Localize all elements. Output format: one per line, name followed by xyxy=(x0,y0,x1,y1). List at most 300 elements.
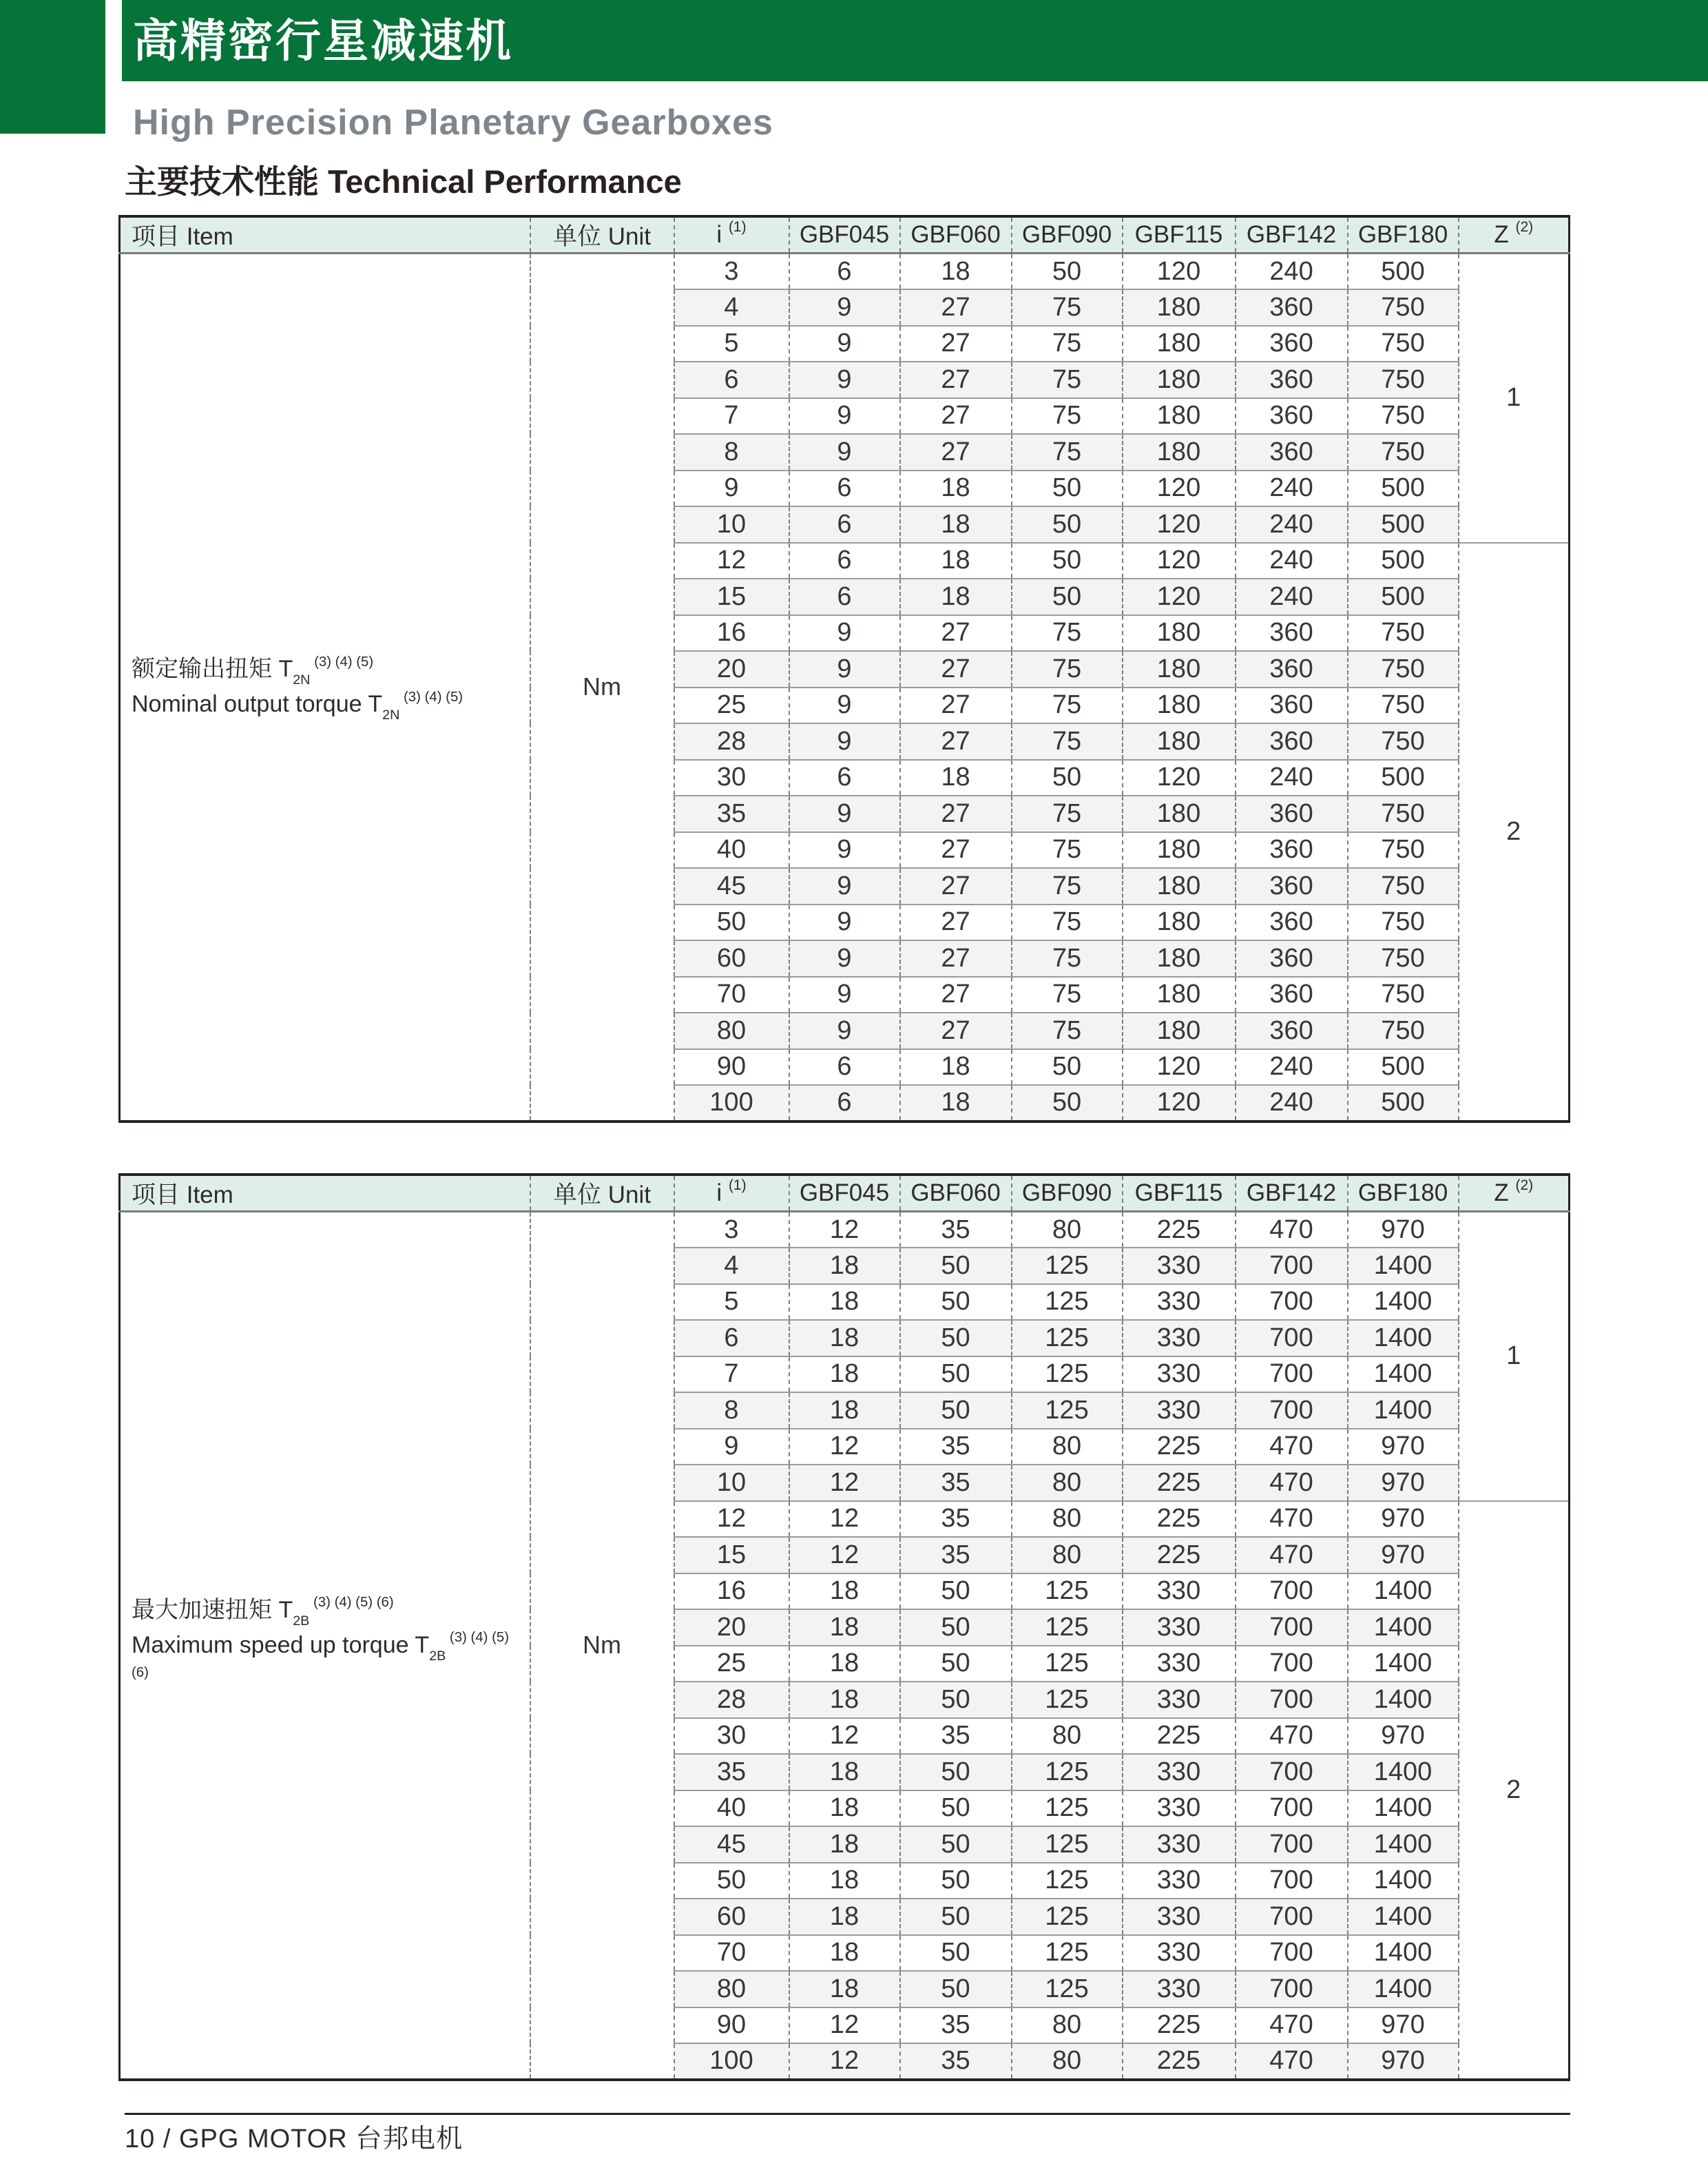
header-z: Z $^{(2)}$ xyxy=(1459,1175,1570,1212)
value-cell-gbf090: 80 xyxy=(1012,2043,1123,2080)
value-cell-gbf060: 27 xyxy=(900,977,1012,1013)
value-cell-gbf115: 330 xyxy=(1123,1320,1236,1356)
value-cell-gbf142: 360 xyxy=(1236,832,1348,869)
value-cell-gbf115: 180 xyxy=(1123,651,1236,688)
header-superscript: (2) xyxy=(1515,219,1534,236)
value-cell-gbf090: 125 xyxy=(1012,1609,1123,1646)
value-cell-gbf115: 330 xyxy=(1123,1935,1236,1972)
value-cell-gbf180: 970 xyxy=(1348,1537,1459,1573)
value-cell-gbf115: 120 xyxy=(1123,471,1236,507)
value-cell-gbf180: 1400 xyxy=(1348,1790,1459,1827)
subscript: 2B xyxy=(293,1613,310,1629)
value-cell-gbf180: 1400 xyxy=(1348,1682,1459,1718)
header-model-gbf045: GBF045 xyxy=(789,1175,900,1212)
page-title: 高精密行星减速机 xyxy=(133,15,513,66)
value-cell-gbf180: 1400 xyxy=(1348,1248,1459,1284)
value-cell-gbf090: 125 xyxy=(1012,1863,1123,1899)
corner-green-stripe xyxy=(0,0,105,134)
value-cell-gbf142: 700 xyxy=(1236,1573,1348,1610)
value-cell-gbf142: 470 xyxy=(1236,2043,1348,2080)
header-model-gbf115: GBF115 xyxy=(1123,216,1236,254)
value-cell-gbf142: 240 xyxy=(1236,579,1348,615)
value-cell-gbf090: 125 xyxy=(1012,1646,1123,1682)
value-cell-gbf115: 120 xyxy=(1123,579,1236,615)
value-cell-gbf180: 1400 xyxy=(1348,1899,1459,1935)
value-cell-gbf115: 225 xyxy=(1123,1429,1236,1465)
value-cell-gbf115: 180 xyxy=(1123,398,1236,435)
value-cell-gbf060: 50 xyxy=(900,1284,1012,1321)
value-cell-gbf045: 18 xyxy=(789,1573,900,1610)
value-cell-gbf115: 225 xyxy=(1123,1465,1236,1501)
ratio-cell: 16 xyxy=(674,1573,789,1610)
ratio-cell: 30 xyxy=(674,1718,789,1755)
value-cell-gbf045: 12 xyxy=(789,1212,900,1248)
header-z: Z $^{(2)}$ xyxy=(1459,216,1570,254)
value-cell-gbf045: 6 xyxy=(789,1085,900,1122)
value-cell-gbf115: 180 xyxy=(1123,362,1236,398)
value-cell-gbf142: 700 xyxy=(1236,1935,1348,1972)
value-cell-gbf142: 360 xyxy=(1236,688,1348,724)
ratio-cell: 90 xyxy=(674,2007,789,2044)
value-cell-gbf090: 50 xyxy=(1012,1049,1123,1086)
ratio-cell: 15 xyxy=(674,579,789,615)
value-cell-gbf180: 750 xyxy=(1348,688,1459,724)
header-model-gbf060: GBF060 xyxy=(900,216,1012,254)
value-cell-gbf115: 330 xyxy=(1123,1899,1236,1935)
value-cell-gbf060: 50 xyxy=(900,1863,1012,1899)
value-cell-gbf115: 180 xyxy=(1123,940,1236,977)
value-cell-gbf045: 18 xyxy=(789,1356,900,1393)
ratio-cell: 8 xyxy=(674,434,789,471)
unit-cell: Nm xyxy=(530,1212,674,2080)
value-cell-gbf060: 18 xyxy=(900,543,1012,579)
value-cell-gbf090: 125 xyxy=(1012,1790,1123,1827)
header-model-gbf090: GBF090 xyxy=(1012,1175,1123,1212)
value-cell-gbf045: 18 xyxy=(789,1284,900,1321)
value-cell-gbf060: 35 xyxy=(900,1537,1012,1573)
ratio-cell: 50 xyxy=(674,905,789,941)
value-cell-gbf180: 750 xyxy=(1348,723,1459,760)
value-cell-gbf045: 9 xyxy=(789,723,900,760)
value-cell-gbf090: 75 xyxy=(1012,1013,1123,1049)
value-cell-gbf045: 12 xyxy=(789,1465,900,1501)
value-cell-gbf060: 27 xyxy=(900,434,1012,471)
value-cell-gbf045: 6 xyxy=(789,579,900,615)
ratio-cell: 20 xyxy=(674,1609,789,1646)
value-cell-gbf180: 1400 xyxy=(1348,1754,1459,1790)
value-cell-gbf142: 470 xyxy=(1236,1212,1348,1248)
value-cell-gbf142: 700 xyxy=(1236,1754,1348,1790)
value-cell-gbf045: 18 xyxy=(789,1320,900,1356)
row-label-en: Nominal output torque $T_{2N}$ $^{(3) (4) (5)}$ xyxy=(132,689,464,723)
value-cell-gbf060: 50 xyxy=(900,1392,1012,1429)
table-header xyxy=(120,1175,1570,1212)
value-cell-gbf045: 9 xyxy=(789,362,900,398)
value-cell-gbf060: 27 xyxy=(900,615,1012,652)
value-cell-gbf142: 240 xyxy=(1236,543,1348,579)
value-cell-gbf115: 180 xyxy=(1123,1013,1236,1049)
value-cell-gbf180: 1400 xyxy=(1348,1320,1459,1356)
value-cell-gbf142: 240 xyxy=(1236,471,1348,507)
ratio-cell: 40 xyxy=(674,1790,789,1827)
value-cell-gbf115: 180 xyxy=(1123,688,1236,724)
value-cell-gbf142: 360 xyxy=(1236,651,1348,688)
value-cell-gbf180: 500 xyxy=(1348,1085,1459,1122)
value-cell-gbf045: 9 xyxy=(789,905,900,941)
value-cell-gbf180: 500 xyxy=(1348,506,1459,543)
header-model-gbf045: GBF045 xyxy=(789,216,900,254)
value-cell-gbf142: 470 xyxy=(1236,1501,1348,1538)
ratio-cell: 50 xyxy=(674,1863,789,1899)
value-cell-gbf180: 750 xyxy=(1348,940,1459,977)
page-subtitle: High Precision Planetary Gearboxes xyxy=(133,103,773,143)
value-cell-gbf090: 75 xyxy=(1012,688,1123,724)
value-cell-gbf180: 750 xyxy=(1348,615,1459,652)
value-cell-gbf090: 75 xyxy=(1012,651,1123,688)
table-row xyxy=(120,1212,1570,1248)
ratio-cell: 25 xyxy=(674,1646,789,1682)
value-cell-gbf115: 330 xyxy=(1123,1392,1236,1429)
footer-page-label: 10 / GPG MOTOR 台邦电机 xyxy=(125,2125,464,2153)
value-cell-gbf142: 700 xyxy=(1236,1320,1348,1356)
value-cell-gbf142: 700 xyxy=(1236,1863,1348,1899)
value-cell-gbf090: 125 xyxy=(1012,1248,1123,1284)
value-cell-gbf180: 970 xyxy=(1348,1212,1459,1248)
value-cell-gbf090: 50 xyxy=(1012,254,1123,290)
ratio-cell: 6 xyxy=(674,362,789,398)
value-cell-gbf180: 1400 xyxy=(1348,1284,1459,1321)
value-cell-gbf115: 180 xyxy=(1123,615,1236,652)
value-cell-gbf142: 240 xyxy=(1236,506,1348,543)
header-model-gbf180: GBF180 xyxy=(1348,216,1459,254)
ratio-cell: 6 xyxy=(674,1320,789,1356)
value-cell-gbf115: 330 xyxy=(1123,1284,1236,1321)
value-cell-gbf090: 125 xyxy=(1012,1826,1123,1863)
value-cell-gbf142: 700 xyxy=(1236,1790,1348,1827)
superscript: (3) (4) (5) (6) xyxy=(132,1630,510,1681)
value-cell-gbf045: 12 xyxy=(789,1718,900,1755)
value-cell-gbf180: 1400 xyxy=(1348,1863,1459,1899)
ratio-cell: 12 xyxy=(674,1501,789,1538)
value-cell-gbf180: 750 xyxy=(1348,434,1459,471)
value-cell-gbf115: 330 xyxy=(1123,1356,1236,1393)
value-cell-gbf090: 75 xyxy=(1012,434,1123,471)
value-cell-gbf060: 50 xyxy=(900,1682,1012,1718)
value-cell-gbf060: 50 xyxy=(900,1646,1012,1682)
value-cell-gbf115: 180 xyxy=(1123,326,1236,362)
value-cell-gbf180: 970 xyxy=(1348,1465,1459,1501)
value-cell-gbf180: 970 xyxy=(1348,2007,1459,2044)
value-cell-gbf045: 9 xyxy=(789,832,900,869)
value-cell-gbf142: 240 xyxy=(1236,1049,1348,1086)
nominal-output-torque-table xyxy=(118,215,1570,1123)
value-cell-gbf045: 9 xyxy=(789,434,900,471)
header-row xyxy=(120,216,1570,254)
value-cell-gbf180: 750 xyxy=(1348,1013,1459,1049)
header-ratio: i $^{(1)}$ xyxy=(674,216,789,254)
value-cell-gbf142: 360 xyxy=(1236,723,1348,760)
value-cell-gbf045: 6 xyxy=(789,254,900,290)
value-cell-gbf142: 360 xyxy=(1236,615,1348,652)
value-cell-gbf180: 1400 xyxy=(1348,1971,1459,2007)
value-cell-gbf142: 360 xyxy=(1236,868,1348,905)
value-cell-gbf142: 470 xyxy=(1236,1537,1348,1573)
value-cell-gbf090: 125 xyxy=(1012,1320,1123,1356)
value-cell-gbf045: 12 xyxy=(789,1501,900,1538)
ratio-cell: 35 xyxy=(674,796,789,832)
ratio-cell: 3 xyxy=(674,1212,789,1248)
superscript: (3) (4) (5) (6) xyxy=(309,1595,394,1611)
value-cell-gbf060: 27 xyxy=(900,1013,1012,1049)
ratio-cell: 70 xyxy=(674,977,789,1013)
value-cell-gbf115: 180 xyxy=(1123,796,1236,832)
header-unit: 单位 Unit xyxy=(530,1175,674,1212)
value-cell-gbf045: 9 xyxy=(789,796,900,832)
value-cell-gbf115: 330 xyxy=(1123,1573,1236,1610)
ratio-cell: 5 xyxy=(674,326,789,362)
value-cell-gbf180: 1400 xyxy=(1348,1935,1459,1972)
value-cell-gbf045: 18 xyxy=(789,1646,900,1682)
ratio-cell: 16 xyxy=(674,615,789,652)
value-cell-gbf090: 75 xyxy=(1012,940,1123,977)
ratio-cell: 80 xyxy=(674,1013,789,1049)
table-row xyxy=(120,254,1570,290)
value-cell-gbf180: 500 xyxy=(1348,1049,1459,1086)
value-cell-gbf045: 9 xyxy=(789,651,900,688)
ratio-cell: 4 xyxy=(674,1248,789,1284)
header-superscript: (1) xyxy=(728,1177,747,1194)
value-cell-gbf180: 1400 xyxy=(1348,1826,1459,1863)
value-cell-gbf060: 50 xyxy=(900,1609,1012,1646)
ratio-cell: 9 xyxy=(674,471,789,507)
value-cell-gbf045: 18 xyxy=(789,1682,900,1718)
ratio-cell: 7 xyxy=(674,398,789,435)
value-cell-gbf060: 27 xyxy=(900,868,1012,905)
value-cell-gbf115: 330 xyxy=(1123,1248,1236,1284)
value-cell-gbf090: 75 xyxy=(1012,905,1123,941)
ratio-cell: 40 xyxy=(674,832,789,869)
value-cell-gbf090: 50 xyxy=(1012,1085,1123,1122)
value-cell-gbf142: 240 xyxy=(1236,254,1348,290)
value-cell-gbf045: 9 xyxy=(789,1013,900,1049)
value-cell-gbf090: 80 xyxy=(1012,1537,1123,1573)
value-cell-gbf090: 75 xyxy=(1012,398,1123,435)
ratio-cell: 70 xyxy=(674,1935,789,1972)
row-label-en: Maximum speed up torque $T_{2B}$ $^{(3) (4) (5) (6)}$ xyxy=(132,1630,510,1681)
value-cell-gbf090: 80 xyxy=(1012,1501,1123,1538)
row-label-zh: 额定输出扭矩 $T_{2N}$ $^{(3) (4) (5)}$ xyxy=(132,654,374,688)
value-cell-gbf060: 27 xyxy=(900,651,1012,688)
value-cell-gbf090: 80 xyxy=(1012,1718,1123,1755)
value-cell-gbf142: 700 xyxy=(1236,1392,1348,1429)
value-cell-gbf115: 330 xyxy=(1123,1646,1236,1682)
value-cell-gbf090: 125 xyxy=(1012,1682,1123,1718)
value-cell-gbf180: 1400 xyxy=(1348,1573,1459,1610)
ratio-cell: 100 xyxy=(674,2043,789,2080)
value-cell-gbf180: 970 xyxy=(1348,1429,1459,1465)
ratio-cell: 60 xyxy=(674,1899,789,1935)
value-cell-gbf045: 6 xyxy=(789,471,900,507)
value-cell-gbf045: 12 xyxy=(789,2007,900,2044)
value-cell-gbf090: 75 xyxy=(1012,362,1123,398)
value-cell-gbf180: 1400 xyxy=(1348,1356,1459,1393)
value-cell-gbf115: 120 xyxy=(1123,254,1236,290)
value-cell-gbf060: 18 xyxy=(900,1049,1012,1086)
value-cell-gbf045: 18 xyxy=(789,1935,900,1972)
value-cell-gbf180: 750 xyxy=(1348,868,1459,905)
ratio-cell: 28 xyxy=(674,723,789,760)
value-cell-gbf115: 120 xyxy=(1123,1049,1236,1086)
z-group-cell: 2 xyxy=(1459,1501,1570,2080)
value-cell-gbf045: 12 xyxy=(789,1429,900,1465)
value-cell-gbf180: 750 xyxy=(1348,977,1459,1013)
value-cell-gbf115: 225 xyxy=(1123,2007,1236,2044)
value-cell-gbf142: 360 xyxy=(1236,289,1348,326)
value-cell-gbf115: 180 xyxy=(1123,905,1236,941)
ratio-cell: 10 xyxy=(674,506,789,543)
value-cell-gbf142: 240 xyxy=(1236,760,1348,796)
value-cell-gbf180: 500 xyxy=(1348,579,1459,615)
value-cell-gbf142: 470 xyxy=(1236,1718,1348,1755)
value-cell-gbf180: 1400 xyxy=(1348,1609,1459,1646)
value-cell-gbf090: 50 xyxy=(1012,543,1123,579)
value-cell-gbf115: 330 xyxy=(1123,1682,1236,1718)
value-cell-gbf142: 470 xyxy=(1236,1429,1348,1465)
value-cell-gbf090: 125 xyxy=(1012,1573,1123,1610)
value-cell-gbf180: 750 xyxy=(1348,362,1459,398)
subscript: 2B xyxy=(429,1648,446,1664)
z-group-cell: 1 xyxy=(1459,1212,1570,1501)
value-cell-gbf045: 18 xyxy=(789,1826,900,1863)
value-cell-gbf060: 27 xyxy=(900,905,1012,941)
value-cell-gbf115: 330 xyxy=(1123,1863,1236,1899)
value-cell-gbf180: 750 xyxy=(1348,905,1459,941)
value-cell-gbf045: 6 xyxy=(789,760,900,796)
value-cell-gbf060: 18 xyxy=(900,1085,1012,1122)
value-cell-gbf045: 18 xyxy=(789,1392,900,1429)
value-cell-gbf060: 50 xyxy=(900,1790,1012,1827)
value-cell-gbf060: 27 xyxy=(900,362,1012,398)
value-cell-gbf090: 125 xyxy=(1012,1754,1123,1790)
value-cell-gbf115: 225 xyxy=(1123,1537,1236,1573)
ratio-cell: 4 xyxy=(674,289,789,326)
value-cell-gbf142: 700 xyxy=(1236,1971,1348,2007)
value-cell-gbf142: 360 xyxy=(1236,398,1348,435)
value-cell-gbf060: 18 xyxy=(900,254,1012,290)
value-cell-gbf045: 18 xyxy=(789,1971,900,2007)
subscript: 2N xyxy=(293,672,311,688)
value-cell-gbf045: 18 xyxy=(789,1863,900,1899)
value-cell-gbf142: 360 xyxy=(1236,940,1348,977)
value-cell-gbf090: 125 xyxy=(1012,1284,1123,1321)
ratio-cell: 20 xyxy=(674,651,789,688)
value-cell-gbf115: 225 xyxy=(1123,1212,1236,1248)
value-cell-gbf060: 35 xyxy=(900,1501,1012,1538)
value-cell-gbf115: 180 xyxy=(1123,832,1236,869)
value-cell-gbf060: 35 xyxy=(900,2007,1012,2044)
value-cell-gbf115: 180 xyxy=(1123,434,1236,471)
value-cell-gbf060: 27 xyxy=(900,832,1012,869)
value-cell-gbf060: 27 xyxy=(900,326,1012,362)
value-cell-gbf090: 50 xyxy=(1012,579,1123,615)
value-cell-gbf045: 6 xyxy=(789,543,900,579)
header-model-gbf115: GBF115 xyxy=(1123,1175,1236,1212)
value-cell-gbf060: 27 xyxy=(900,688,1012,724)
value-cell-gbf090: 125 xyxy=(1012,1935,1123,1972)
superscript: (3) (4) (5) xyxy=(399,689,464,705)
ratio-cell: 25 xyxy=(674,688,789,724)
value-cell-gbf142: 700 xyxy=(1236,1609,1348,1646)
value-cell-gbf115: 180 xyxy=(1123,723,1236,760)
value-cell-gbf060: 50 xyxy=(900,1573,1012,1610)
value-cell-gbf180: 1400 xyxy=(1348,1392,1459,1429)
value-cell-gbf060: 35 xyxy=(900,2043,1012,2080)
value-cell-gbf060: 50 xyxy=(900,1248,1012,1284)
value-cell-gbf142: 700 xyxy=(1236,1826,1348,1863)
value-cell-gbf180: 750 xyxy=(1348,326,1459,362)
value-cell-gbf045: 18 xyxy=(789,1754,900,1790)
value-cell-gbf142: 700 xyxy=(1236,1284,1348,1321)
header-row xyxy=(120,1175,1570,1212)
value-cell-gbf090: 75 xyxy=(1012,796,1123,832)
value-cell-gbf060: 50 xyxy=(900,1826,1012,1863)
value-cell-gbf115: 330 xyxy=(1123,1790,1236,1827)
value-cell-gbf115: 120 xyxy=(1123,1085,1236,1122)
row-label xyxy=(120,254,530,1122)
value-cell-gbf142: 700 xyxy=(1236,1682,1348,1718)
header-superscript: (2) xyxy=(1515,1177,1534,1194)
value-cell-gbf060: 27 xyxy=(900,940,1012,977)
header-unit: 单位 Unit xyxy=(530,216,674,254)
ratio-cell: 7 xyxy=(674,1356,789,1393)
value-cell-gbf090: 80 xyxy=(1012,1465,1123,1501)
value-cell-gbf060: 18 xyxy=(900,760,1012,796)
value-cell-gbf060: 50 xyxy=(900,1320,1012,1356)
value-cell-gbf060: 27 xyxy=(900,398,1012,435)
maximum-speedup-torque-table xyxy=(118,1173,1570,2081)
value-cell-gbf060: 35 xyxy=(900,1212,1012,1248)
value-cell-gbf060: 50 xyxy=(900,1935,1012,1972)
subscript: 2N xyxy=(382,707,400,723)
value-cell-gbf045: 9 xyxy=(789,326,900,362)
value-cell-gbf142: 700 xyxy=(1236,1248,1348,1284)
value-cell-gbf142: 470 xyxy=(1236,1465,1348,1501)
value-cell-gbf060: 27 xyxy=(900,289,1012,326)
value-cell-gbf060: 50 xyxy=(900,1754,1012,1790)
value-cell-gbf180: 970 xyxy=(1348,1718,1459,1755)
value-cell-gbf045: 12 xyxy=(789,2043,900,2080)
value-cell-gbf090: 75 xyxy=(1012,832,1123,869)
table-body xyxy=(120,1212,1570,2080)
value-cell-gbf045: 6 xyxy=(789,1049,900,1086)
value-cell-gbf045: 18 xyxy=(789,1899,900,1935)
value-cell-gbf045: 9 xyxy=(789,398,900,435)
value-cell-gbf060: 35 xyxy=(900,1465,1012,1501)
header-item: 项目 Item xyxy=(120,216,530,254)
value-cell-gbf142: 240 xyxy=(1236,1085,1348,1122)
value-cell-gbf045: 9 xyxy=(789,868,900,905)
ratio-cell: 12 xyxy=(674,543,789,579)
value-cell-gbf060: 27 xyxy=(900,723,1012,760)
value-cell-gbf090: 80 xyxy=(1012,2007,1123,2044)
z-group-cell: 1 xyxy=(1459,254,1570,543)
value-cell-gbf115: 180 xyxy=(1123,289,1236,326)
value-cell-gbf090: 75 xyxy=(1012,977,1123,1013)
ratio-cell: 3 xyxy=(674,254,789,290)
ratio-cell: 35 xyxy=(674,1754,789,1790)
page-banner xyxy=(122,0,1708,81)
value-cell-gbf115: 180 xyxy=(1123,977,1236,1013)
